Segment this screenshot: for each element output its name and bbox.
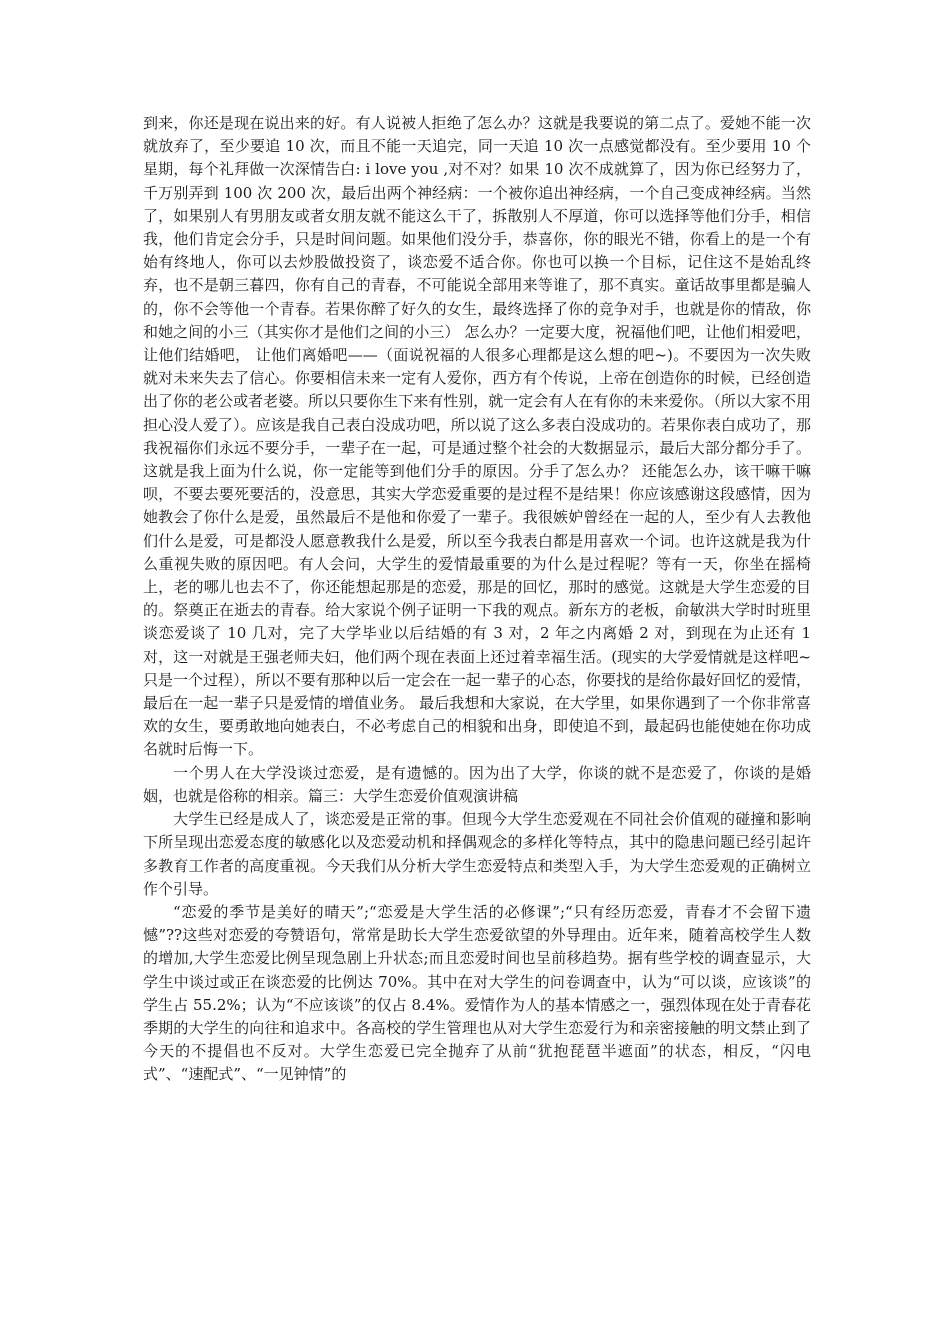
paragraph-4: “恋爱的季节是美好的晴天”;“恋爱是大学生活的必修课”;“只有经历恋爱，青春才不会留下遗憾”??这些对恋爱的夸赞语句，常常是助长大学生恋爱欲望的外导理由。近年来，随着高校学生人数的增加,大学生恋爱比例呈现急剧上升状态;而且恋爱时间也呈前移趋势。据有些学校的调查显示，大学生中谈过或正在谈恋爱的比例达 70%。其中在对大学生的问卷调查中，认为“可以谈，应该谈”的学生占 55.2%；认为“不应该谈”的仅占 8.4%。爱情作为人的基本情感之一，强烈体现在处于青春花季期的大学生的向往和追求中。各高校的学生管理也从对大学生恋爱行为和亲密接触的明文禁止到了今天的不提倡也不反对。大学生恋爱已完全抛弃了从前“犹抱琵琶半遮面”的状态，相反，“闪电式”、“速配式”、“一见钟情”的 [143, 902, 811, 1084]
paragraph-2: 一个男人在大学没谈过恋爱，是有遗憾的。因为出了大学，你谈的就不是恋爱了，你谈的是婚姻，也就是俗称的相亲。篇三：大学生恋爱价值观演讲稿 [143, 763, 811, 805]
paragraph-1: 到来，你还是现在说出来的好。有人说被人拒绝了怎么办？这就是我要说的第二点了。爱她不能一次就放弃了，至少要追 10 次，而且不能一天追完，同一天追 10 次一点感觉都没有。至少要用 10 个星期，每个礼拜做一次深情告白: i love you ,对不对？如果 10 次不成就算了，因为你已经努力了，千万别弄到 100 次 200 次，最后出两个神经病：一个被你追出神经病，一个自己变成神经病。当然了，如果别人有男朋友或者女朋友就不能这么干了，拆散别人不厚道，你可以选择等他们分手，相信我，他们肯定会分手，只是时间问题。如果他们没分手，恭喜你，你的眼光不错，你看上的是一个有始有终地人，你可以去炒股做投资了，谈恋爱不适合你。你也可以换一个目标，记住这不是始乱终弃，也不是朝三暮四，你有自己的青春，不可能说全部用来等谁了，那不真实。童话故事里都是骗人的，你不会等他一个青春。若果你醉了好久的女生，最终选择了你的竞争对手，也就是你的情敌，你和她之间的小三（其实你才是他们之间的小三） 怎么办？一定要大度，祝福他们吧，让他们相爱吧，让他们结婚吧， 让他们离婚吧——（面说祝福的人很多心理都是这么想的吧~)。不要因为一次失败就对未来失去了信心。你要相信未来一定有人爱你，西方有个传说，上帝在创造你的时候，已经创造出了你的老公或者老婆。所以只要你生下来有性别，就一定会有人在有你的未来爱你。（所以大家不用担心没人爱了）。应该是我自己表白没成功吧，所以说了这么多表白没成功的。若果你表白成功了，那我祝福你们永远不要分手，一辈子在一起，可是通过整个社会的大数据显示，最后大部分都分手了。这就是我上面为什么说，你一定能等到他们分手的原因。分手了怎么办？ 还能怎么办，该干嘛干嘛呗，不要去要死要活的，没意思，其实大学恋爱重要的是过程不是结果！你应该感谢这段感情，因为她教会了你什么是爱，虽然最后不是他和你爱了一辈子。我很嫉妒曾经在一起的人，至少有人去教他们什么是爱，可是都没人愿意教我什么是爱，所以至今我表白都是用喜欢一个词。也许这就是我为什么重视失败的原因吧。有人会问，大学生的爱情最重要的为什么是过程呢？等有一天，你坐在摇椅上，老的哪儿也去不了，你还能想起那是的恋爱，那是的回忆，那时的感觉。这就是大学生恋爱的目的。祭奠正在逝去的青春。给大家说个例子证明一下我的观点。新东方的老板，俞敏洪大学时时班里谈恋爱谈了 10 几对，完了大学毕业以后结婚的有 3 对，2 年之内离婚 2 对，到现在为止还有 1 对，这一对就是王强老师夫妇，他们两个现在表面上还过着幸福生活。(现实的大学爱情就是这样吧~只是一个过程），所以不要有那种以后一定会在一起一辈子的心态，你要找的是给你最好回忆的爱情，最后在一起一辈子只是爱情的增值业务。 最后我想和大家说，在大学里，如果你遇到了一个你非常喜欢的女生，要勇敢地向她表白，不必考虑自己的相貌和出身，即使追不到，最起码也能使她在你功成名就时后悔一下。 [143, 114, 816, 759]
document-body [143, 112, 816, 1087]
paragraph-3: 大学生已经是成人了，谈恋爱是正常的事。但现今大学生恋爱观在不同社会价值观的碰撞和影响下所呈现出恋爱态度的敏感化以及恋爱动机和择偶观念的多样化等特点，其中的隐患问题已经引起许多教育工作者的高度重视。今天我们从分析大学生恋爱特点和类型入手，为大学生恋爱观的正确树立作个引导。 [143, 810, 811, 898]
